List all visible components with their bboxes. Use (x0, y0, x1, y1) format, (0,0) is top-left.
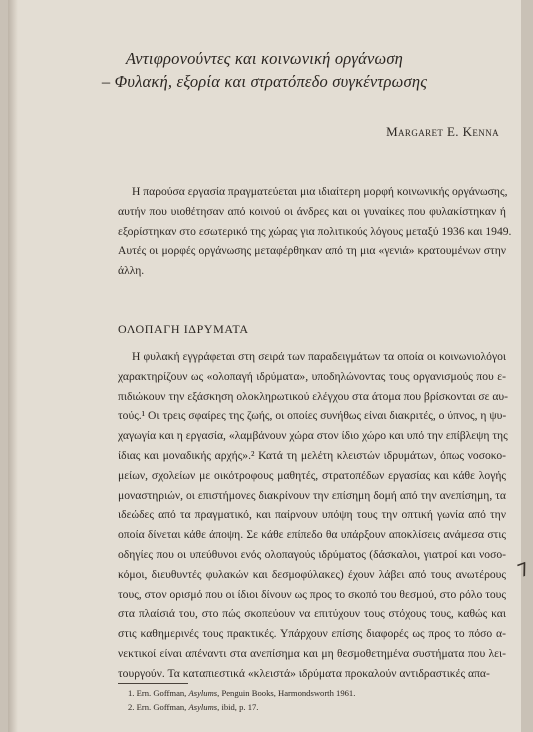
author-name: Margaret E. Kenna (386, 124, 499, 139)
body-line: κόμοι, διευθυντές φυλακών και δεσμοφύλακες) έχουν λάβει από τους ανωτέρους (118, 567, 506, 581)
abstract-line: άλλη. (118, 264, 145, 278)
body-line: οποία δίνεται κάθε άποψη. Σε κάθε επίπεδο θα υπάρξουν αποκλίσεις ανάμεσα στις (118, 528, 506, 542)
body-line: στις καθημερινές τους πρακτικές. Υπάρχουν επίσης διαφορές ως προς το πόσο α- (118, 627, 506, 641)
body-paragraph (118, 347, 509, 684)
body-line: μοναστηριών, οι επιστήμονες διακρίνουν την επίσημη δομή από την ανεπίσημη, τα (118, 488, 506, 502)
section-heading: ΟΛΟΠΑΓΗ ΙΔΡΥΜΑΤΑ (118, 322, 249, 336)
body-line: χαγωγία και η εργασία, «λαμβάνουν χώρα στον ίδιο χώρο και υπό την επίβλεψη της (118, 429, 508, 443)
abstract-line: Η παρούσα εργασία πραγματεύεται μια ιδιαίτερη μορφή κοινωνικής οργάνωσης, (132, 185, 508, 198)
body-line: ίδιας και μοναδικής αρχής».² Κατά τη μελέτη κλειστών ιδρυμάτων, όπως νοσοκο- (118, 448, 506, 462)
handwritten-margin-mark: 7 (514, 558, 533, 583)
abstract-line: αυτήν που υιοθέτησαν από κοινού οι άνδρες και οι γυναίκες που φυλακίστηκαν ή (118, 204, 506, 218)
footnote-text: Ern. Goffman, (136, 688, 189, 698)
abstract-line: Αυτές οι μορφές οργάνωσης μεταφέρθηκαν από τη μια «γενιά» κρατουμένων στην (118, 244, 506, 258)
page-gutter-shadow (8, 0, 18, 732)
body-line: μείων, σχολείων με οικότροφους μαθητές, στρατοπέδων εργασίας και κάθε λογής (118, 468, 506, 482)
footnote-number: 2. (128, 702, 135, 712)
footnote-title: Asylums (188, 688, 218, 698)
footnote-2 (128, 700, 355, 714)
footnote-text: , ibid, p. 17. (217, 702, 259, 712)
body-line: τούς.¹ Οι τρεις σφαίρες της ζωής, οι οποίες συνήθως είναι διακριτές, ο ύπνος, η ψυ- (118, 409, 507, 423)
body-line: Η φυλακή εγγράφεται στη σειρά των παραδειγμάτων τα οποία οι κοινωνιολόγοι (132, 350, 506, 363)
footnote-rule (118, 683, 188, 684)
body-line: ιδεώδες από τα πραγματικό, και παίρνουν υπόψη τους την οπτική γωνία από την (118, 508, 506, 522)
footnote-1 (128, 686, 355, 700)
chapter-title-line-2: – Φυλακή, εξορία και στρατόπεδο συγκέντρωσης (101, 72, 428, 91)
abstract-paragraph (118, 182, 512, 281)
body-line: νεκτικοί είναι απέναντι στα ανεπίσημα και μη θεσμοθετημένα συστήματα που λει- (118, 646, 506, 660)
body-line: τους, στον ορισμό που οι ίδιοι δίνουν ως προς το σκοπό του θεσμού, στο ρόλο τους (118, 587, 506, 601)
footnote-number: 1. (128, 688, 135, 698)
book-page (8, 0, 533, 732)
abstract-line: εξορίστηκαν στο εσωτερικό της χώρας για πολιτικούς λόγους μεταξύ 1936 και 1949. (118, 224, 512, 238)
body-line: πιδιώκουν την εξάσκηση ολοκληρωτικού ελέγχου στα άτομα που βρίσκονται σε αυ- (118, 389, 509, 403)
footnote-text: Ern. Goffman, (136, 702, 189, 712)
footnote-title: Asylums (188, 702, 218, 712)
chapter-title-line-1: Αντιφρονούντες και κοινωνική οργάνωση (125, 49, 404, 68)
body-line: τουργούν. Τα καταπιεστικά «κλειστά» ιδρύματα προκαλούν αντιδραστικές απα- (118, 666, 490, 680)
footnote-text: , Penguin Books, Harmondsworth 1961. (217, 688, 356, 698)
footnotes (128, 686, 355, 714)
body-line: χαρακτηρίζουν ως «ολοπαγή ιδρύματα», υποδηλώνοντας τους οργανισμούς που ε- (118, 369, 506, 383)
body-line: οδηγίες που οι υπεύθυνοι ενός ολοπαγούς ιδρύματος (δάσκαλοι, γιατροί και νοσο- (118, 547, 506, 561)
body-line: στα πλαίσιά του, στο πώς σκοπεύουν να επιτύχουν τους στόχους τους, καθώς και (118, 607, 506, 621)
